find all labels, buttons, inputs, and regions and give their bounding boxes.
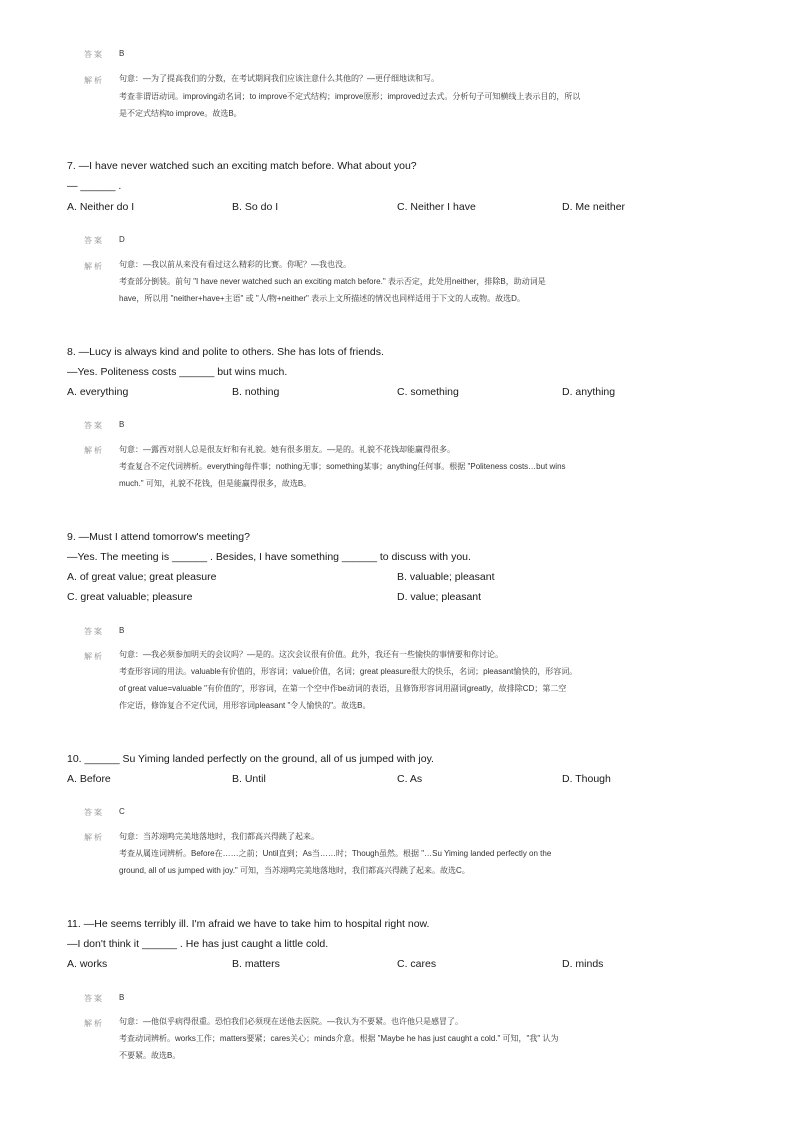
option-a: A. everything <box>67 386 129 398</box>
answer-label: 答案 <box>84 994 104 1003</box>
analysis-label: 解析 <box>84 446 104 455</box>
option-d: D. value; pleasant <box>397 591 482 603</box>
question-stem: —Yes. Politeness costs ______ but wins much. <box>67 366 288 378</box>
analysis-label: 解析 <box>84 76 104 85</box>
answer-label: 答案 <box>84 50 104 59</box>
answer-value: D <box>119 235 125 244</box>
analysis-line: of great value=valuable "有价值的"，形容词，在第一个空中作be动词的表语，且修饰形容词用副词greatly，故排除CD；第二空 <box>119 684 567 693</box>
question-stem: 11. —He seems terribly ill. I'm afraid we have to take him to hospital right now. <box>67 918 430 930</box>
question-stem: —I don't think it ______ . He has just caught a little cold. <box>67 938 329 950</box>
answer-value: B <box>119 49 125 58</box>
analysis-line: 考查动词辨析。works工作；matters要紧；cares关心；minds介意。根据 "Maybe he has just caught a cold." 可知，"我" 认为 <box>119 1034 559 1043</box>
question-stem: 9. —Must I attend tomorrow's meeting? <box>67 531 250 543</box>
option-d: D. Though <box>562 773 611 785</box>
analysis-line: 句意：—露西对别人总是很友好和有礼貌。她有很多朋友。—是的。礼貌不花钱却能赢得很多。 <box>119 445 455 454</box>
answer-label: 答案 <box>84 627 104 636</box>
option-c: C. something <box>397 386 459 398</box>
option-c: C. As <box>397 773 423 785</box>
analysis-label: 解析 <box>84 262 104 271</box>
analysis-line: ground, all of us jumped with joy." 可知，当苏翊鸣完美地落地时，我们都高兴得跳了起来。故选C。 <box>119 866 470 875</box>
answer-label: 答案 <box>84 808 104 817</box>
question-stem: 8. —Lucy is always kind and polite to others. She has lots of friends. <box>67 346 384 358</box>
analysis-line: 考查部分倒装。前句 "I have never watched such an exciting match before." 表示否定，此处用neither，排除B，助动词是 <box>119 277 546 286</box>
option-b: B. matters <box>232 958 280 970</box>
answer-value: C <box>119 807 125 816</box>
analysis-line: much." 可知，礼貌不花钱，但是能赢得很多，故选B。 <box>119 479 312 488</box>
option-a: A. works <box>67 958 108 970</box>
analysis-line: 句意：—我必须参加明天的会议吗？—是的。这次会议很有价值。此外，我还有一些愉快的事情要和你讨论。 <box>119 650 503 659</box>
analysis-line: 句意：—为了提高我们的分数，在考试期间我们应该注意什么其他的？—更仔细地读和写。 <box>119 74 439 83</box>
answer-label: 答案 <box>84 236 104 245</box>
analysis-line: 考查非谓语动词。improving动名词；to improve不定式结构；improve原形；improved过去式。分析句子可知横线上表示目的，所以 <box>119 92 581 101</box>
analysis-line: 作定语，修饰复合不定代词，用形容词pleasant "令人愉快的"。故选B。 <box>119 701 371 710</box>
analysis-line: 考查形容词的用法。valuable有价值的，形容词；value价值，名词；great pleasure很大的快乐，名词；pleasant愉快的，形容词。 <box>119 667 578 676</box>
answer-label: 答案 <box>84 421 104 430</box>
question-stem: — ______ . <box>67 180 122 192</box>
analysis-line: 句意：当苏翊鸣完美地落地时，我们都高兴得跳了起来。 <box>119 832 319 841</box>
option-d: D. minds <box>562 958 604 970</box>
analysis-line: 考查从属连词辨析。Before在……之前；Until直到；As当……时；Though虽然。根据 "…Su Yiming landed perfectly on the <box>119 849 552 858</box>
question-stem: 10. ______ Su Yiming landed perfectly on the ground, all of us jumped with joy. <box>67 753 434 765</box>
option-b: B. So do I <box>232 201 279 213</box>
option-b: B. Until <box>232 773 266 785</box>
option-b: B. valuable; pleasant <box>397 571 495 583</box>
option-c: C. great valuable; pleasure <box>67 591 193 603</box>
option-c: C. cares <box>397 958 437 970</box>
answer-value: B <box>119 420 125 429</box>
option-b: B. nothing <box>232 386 280 398</box>
option-a: A. Neither do I <box>67 201 135 213</box>
analysis-line: have，所以用 "neither+have+主语" 或 "人/物+neither" 表示上文所描述的情况也同样适用于下文的人或物。故选D。 <box>119 294 525 303</box>
analysis-line: 句意：—他似乎病得很重。恐怕我们必须现在送他去医院。—我认为不要紧。也许他只是感冒了。 <box>119 1017 463 1026</box>
option-a: A. of great value; great pleasure <box>67 571 217 583</box>
answer-value: B <box>119 626 125 635</box>
analysis-line: 考查复合不定代词辨析。everything每件事；nothing无事；something某事；anything任何事。根据 "Politeness costs…but wins <box>119 462 566 471</box>
analysis-line: 不要紧。故选B。 <box>119 1051 181 1060</box>
option-a: A. Before <box>67 773 111 785</box>
analysis-label: 解析 <box>84 1019 104 1028</box>
option-d: D. anything <box>562 386 616 398</box>
question-stem: —Yes. The meeting is ______ . Besides, I have something ______ to discuss with you. <box>67 551 471 563</box>
analysis-line: 句意：—我以前从来没有看过这么精彩的比赛。你呢？—我也没。 <box>119 260 351 269</box>
analysis-line: 是不定式结构to improve。故选B。 <box>119 109 242 118</box>
option-d: D. Me neither <box>562 201 626 213</box>
analysis-label: 解析 <box>84 833 104 842</box>
option-c: C. Neither I have <box>397 201 476 213</box>
question-stem: 7. —I have never watched such an exciting match before. What about you? <box>67 160 417 172</box>
answer-value: B <box>119 993 125 1002</box>
analysis-label: 解析 <box>84 652 104 661</box>
